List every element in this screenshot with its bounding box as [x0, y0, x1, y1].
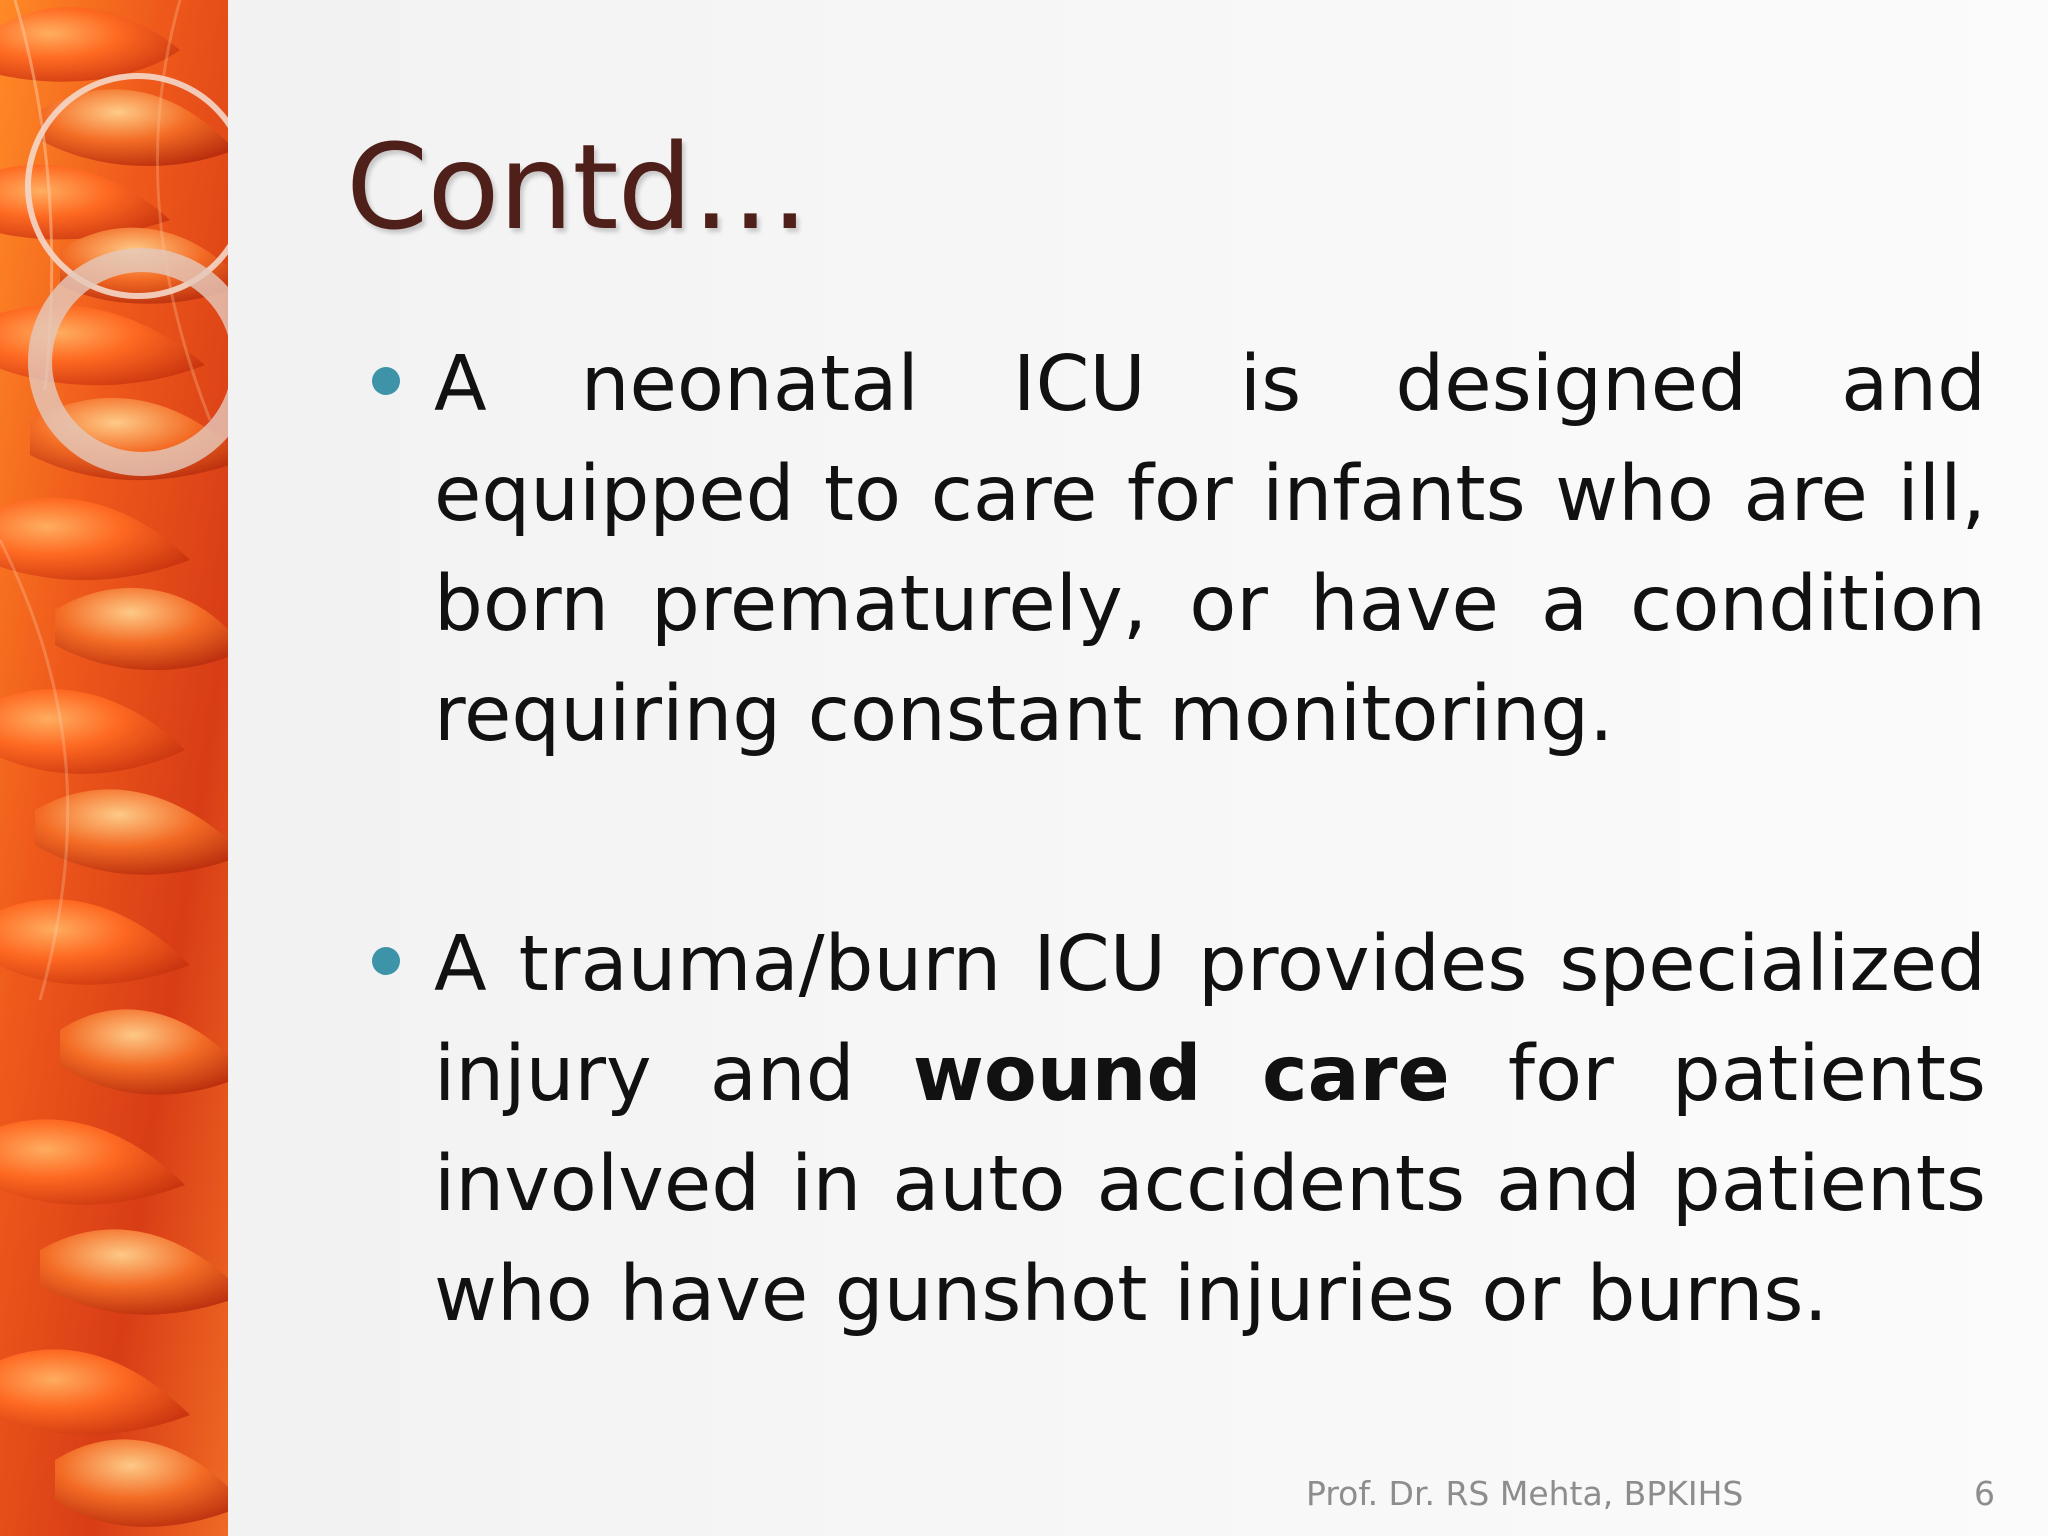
- bullet-text-suffix: for patients involved in auto accidents and patients who have gunshot injuries or burns.: [434, 1030, 1986, 1339]
- bullet-text-prefix: A trauma/burn ICU provides specialized injury and: [434, 920, 1986, 1119]
- bullet-list: [366, 330, 1986, 1350]
- bullet-icon: [372, 947, 400, 975]
- slide-title: Contd…: [346, 118, 809, 256]
- bullet-icon: [372, 367, 400, 395]
- footer-author: Prof. Dr. RS Mehta, BPKIHS: [1306, 1474, 1744, 1513]
- floral-side-panel: [0, 0, 228, 1536]
- bullet-item-neonatal-icu: [366, 330, 1986, 770]
- bullet-text-emphasis: wound care: [912, 1030, 1450, 1119]
- bullet-item-trauma-burn-icu: [366, 910, 1986, 1350]
- orange-floral-decoration-icon: [0, 0, 228, 1536]
- page-number: 6: [1974, 1474, 1995, 1513]
- bullet-text: A neonatal ICU is designed and equipped to care for infants who are ill, born prematurely, or have a condition requiring constant monitoring.: [434, 340, 1986, 759]
